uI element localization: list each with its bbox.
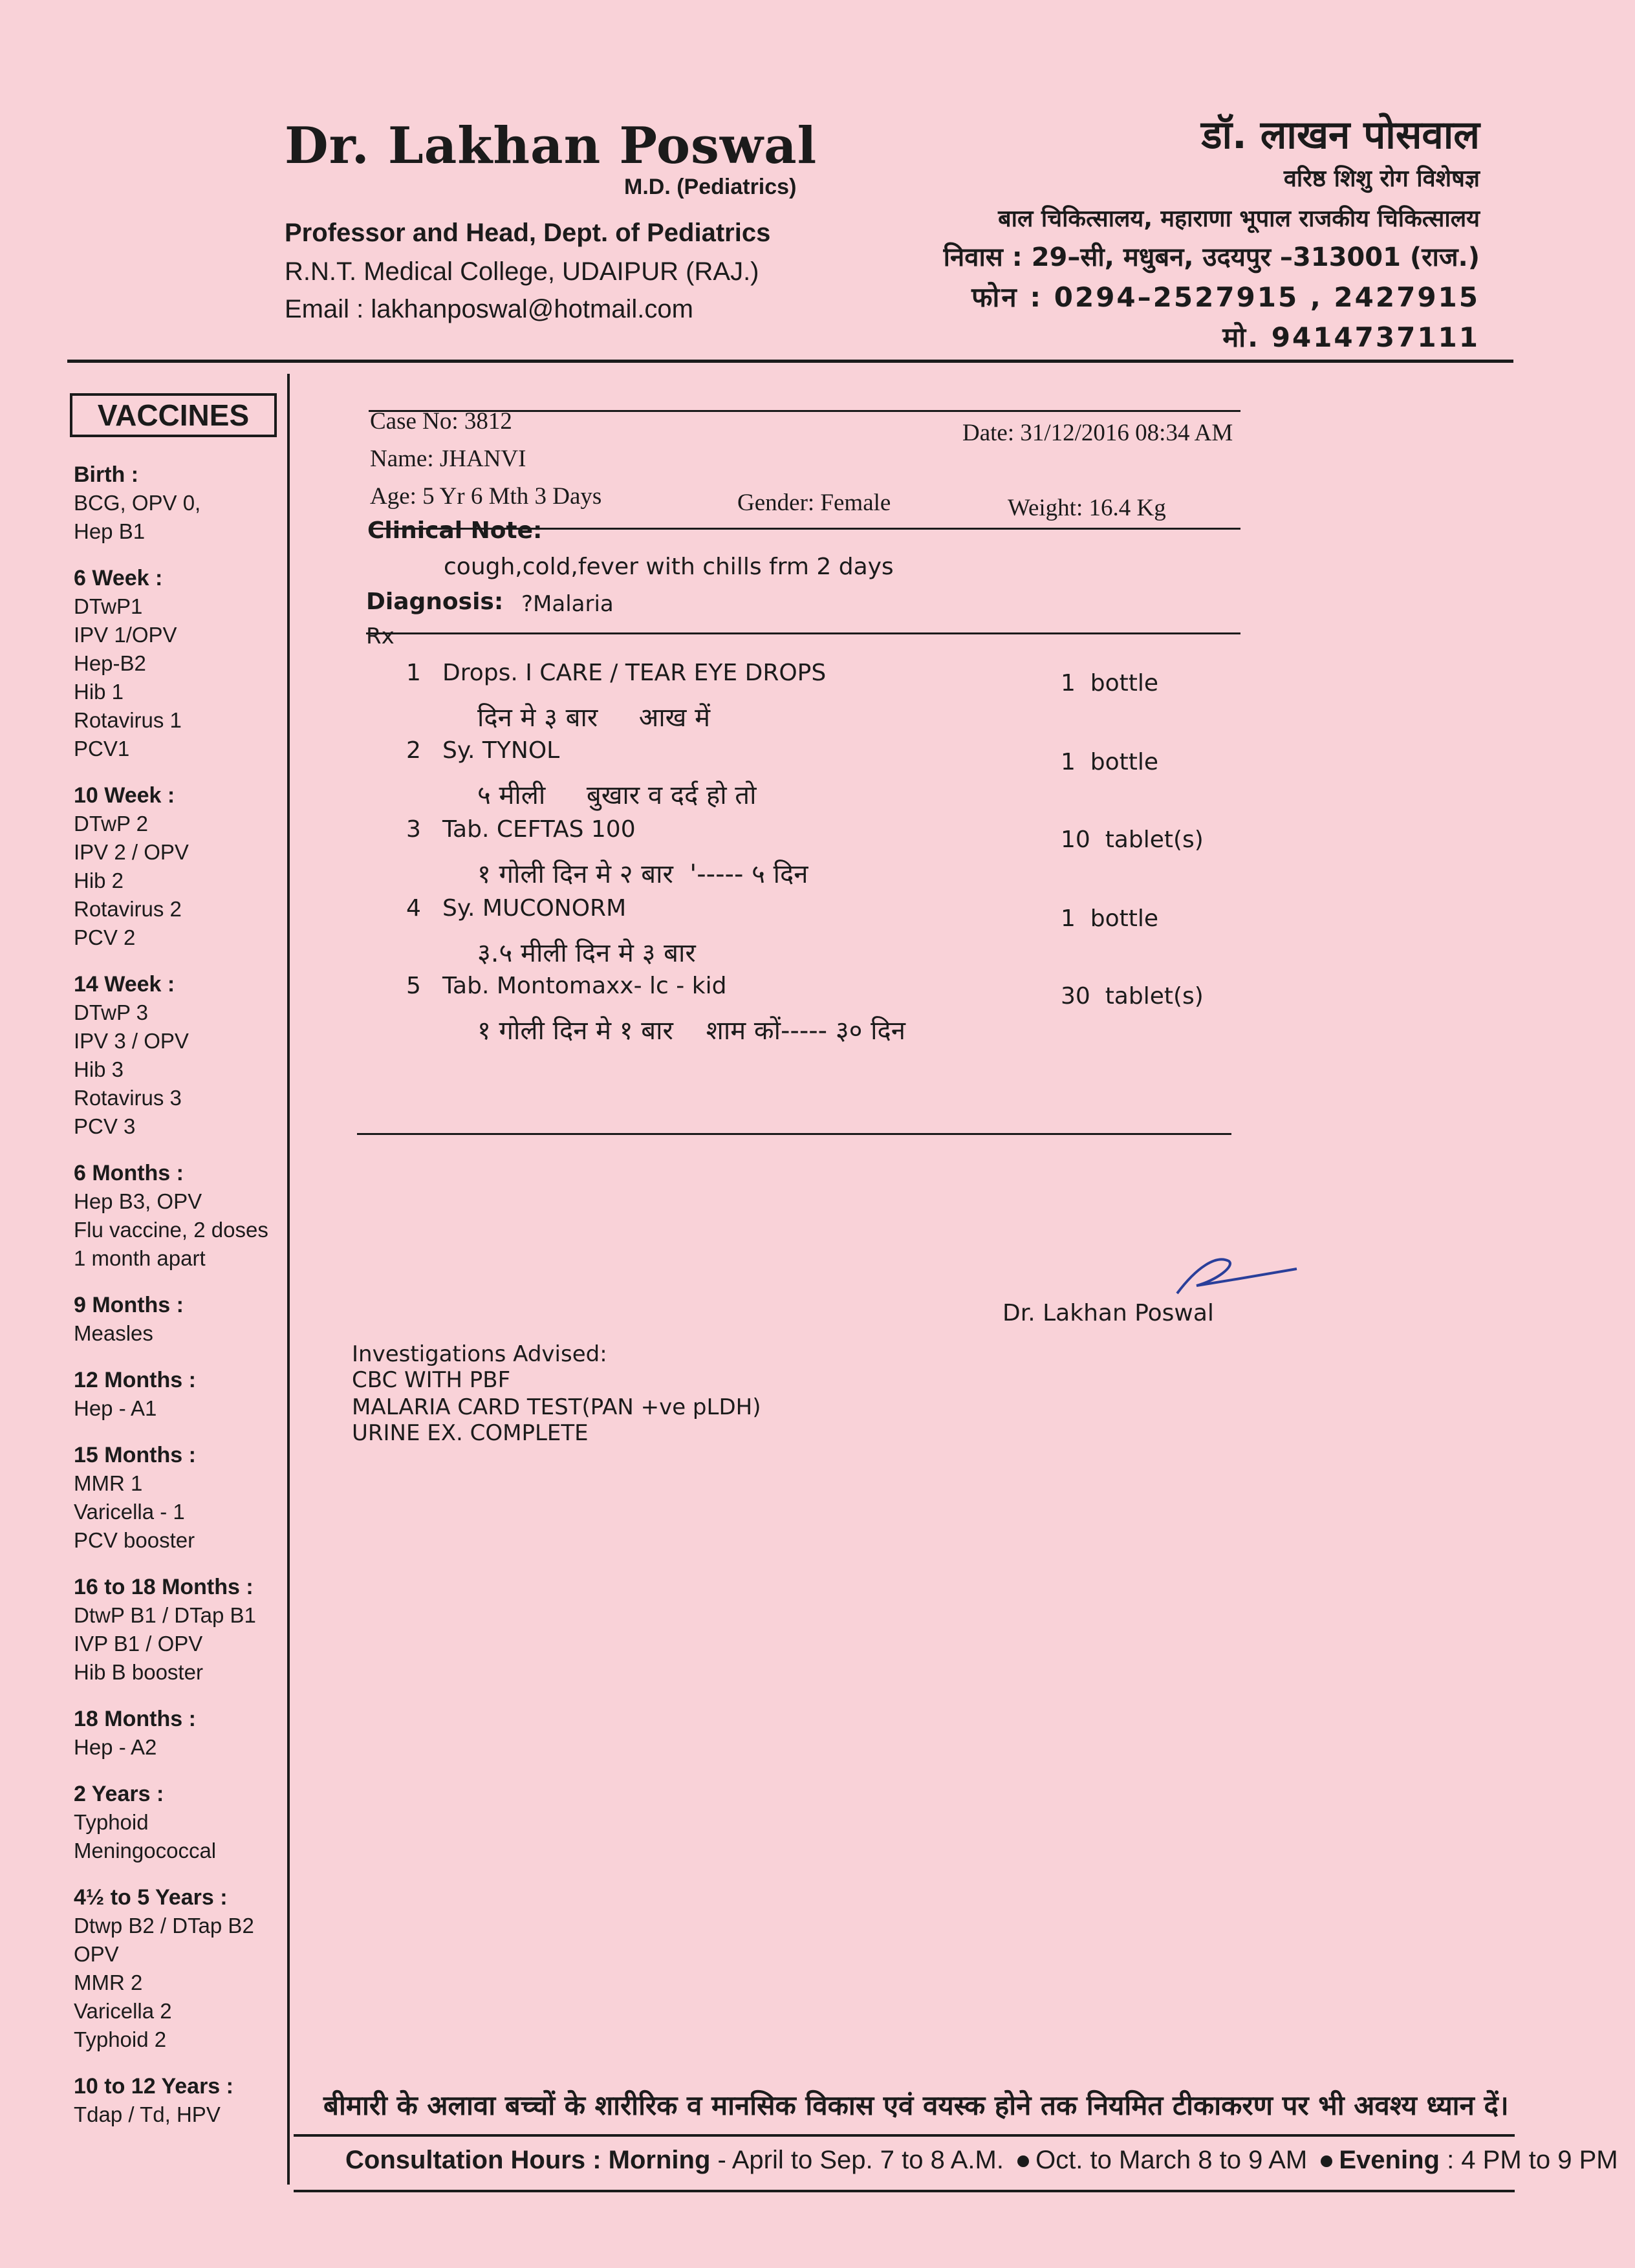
- rx-quantity: 30 tablet(s): [1061, 983, 1204, 1010]
- rx-symbol: Rx: [366, 623, 395, 649]
- clinical-note: cough,cold,fever with chills frm 2 days: [444, 554, 894, 580]
- doctor-email: Email : lakhanposwal@hotmail.com: [285, 295, 693, 323]
- vaccine-item: Typhoid: [74, 1810, 149, 1834]
- vaccine-item: Rotavirus 2: [74, 897, 182, 921]
- vaccine-item: IVP B1 / OPV: [74, 1632, 203, 1656]
- vaccine-item: Rotavirus 3: [74, 1086, 182, 1110]
- rx-drug: Sy. TYNOL: [442, 737, 560, 764]
- hindi-mobile: मो. 9414737111: [1222, 321, 1480, 353]
- vaccine-group: [74, 1780, 287, 1865]
- vaccine-item: DtwP B1 / DTap B1: [74, 1603, 256, 1627]
- vaccine-group: [74, 564, 287, 763]
- case-number: Case No: 3812: [370, 408, 512, 435]
- diagnosis-value: ?Malaria: [521, 591, 614, 617]
- rx-number: 4: [406, 895, 421, 922]
- consultation-hours: [345, 2146, 1618, 2175]
- hindi-doctor-name: डॉ. लाखन पोसवाल: [1201, 113, 1480, 158]
- rx-number: 3: [406, 816, 421, 843]
- investigation-2: MALARIA CARD TEST(PAN +ve pLDH): [352, 1394, 761, 1420]
- vaccine-item: Hib 3: [74, 1057, 124, 1081]
- diagnosis-rule: [366, 632, 1240, 634]
- vaccine-item: IPV 2 / OPV: [74, 840, 189, 864]
- vaccine-group-heading: 9 Months :: [74, 1293, 184, 1317]
- vaccine-item: Meningococcal: [74, 1839, 217, 1863]
- hindi-title: वरिष्ठ शिशु रोग विशेषज्ञ: [1283, 166, 1480, 192]
- rx-end-rule: [357, 1133, 1231, 1135]
- rx-drug: Drops. I CARE / TEAR EYE DROPS: [442, 660, 827, 686]
- vaccine-group-heading: 10 Week :: [74, 783, 175, 808]
- patient-age: Age: 5 Yr 6 Mth 3 Days: [370, 483, 602, 510]
- vaccine-item: PCV 2: [74, 925, 136, 949]
- vaccine-item: Hep - A2: [74, 1735, 157, 1759]
- evening-label: Evening: [1339, 2146, 1440, 2174]
- rx-instructions: १ गोली दिन मे १ बार शाम कों----- ३० दिन: [477, 1016, 905, 1046]
- vaccine-item: Hep B3, OPV: [74, 1189, 202, 1213]
- clinical-note-label: Clinical Note:: [367, 517, 543, 544]
- hindi-hospital: बाल चिकित्सालय, महाराणा भूपाल राजकीय चिकित्सालय: [998, 206, 1480, 232]
- hindi-phone: फोन : 0294–2527915 , 2427915: [971, 281, 1480, 313]
- diagnosis-label: Diagnosis:: [366, 589, 504, 615]
- vaccine-group: [74, 1705, 287, 1762]
- rx-drug: Sy. MUCONORM: [442, 895, 627, 922]
- header-rule: [67, 360, 1513, 363]
- vaccine-item: DTwP 3: [74, 1000, 148, 1024]
- signature-mark: [1171, 1255, 1300, 1306]
- footer-rule-top: [294, 2134, 1515, 2137]
- vaccine-item: Typhoid 2: [74, 2027, 167, 2051]
- vaccine-group: [74, 781, 287, 952]
- rx-instructions: ३.५ मीली दिन मे ३ बार: [477, 938, 696, 968]
- vaccine-group-heading: 14 Week :: [74, 972, 175, 997]
- investigation-1: CBC WITH PBF: [352, 1367, 511, 1393]
- visit-date: Date: 31/12/2016 08:34 AM: [962, 420, 1233, 446]
- morning-hours-2: Oct. to March 8 to 9 AM: [1035, 2146, 1308, 2174]
- patient-gender: Gender: Female: [737, 490, 891, 516]
- vaccine-group-heading: 18 Months :: [74, 1707, 196, 1731]
- patient-weight: Weight: 16.4 Kg: [1008, 495, 1166, 521]
- rx-quantity: 10 tablet(s): [1061, 826, 1204, 853]
- vaccine-group: [74, 1291, 287, 1348]
- bullet-icon: [1017, 2155, 1029, 2167]
- doctor-college: R.N.T. Medical College, UDAIPUR (RAJ.): [285, 257, 759, 286]
- doctor-name: Dr. Lakhan Poswal: [285, 116, 817, 175]
- doctor-post: Professor and Head, Dept. of Pediatrics: [285, 219, 771, 247]
- rx-instructions: ५ मीली बुखार व दर्द हो तो: [477, 781, 757, 810]
- rx-quantity: 1 bottle: [1061, 670, 1159, 697]
- vaccine-group-heading: 2 Years :: [74, 1782, 164, 1806]
- rx-number: 5: [406, 973, 421, 999]
- rx-quantity: 1 bottle: [1061, 905, 1159, 932]
- footer-rule-bottom: [294, 2190, 1515, 2192]
- vaccine-group-heading: 16 to 18 Months :: [74, 1575, 254, 1599]
- vaccine-group: [74, 1573, 287, 1687]
- vaccine-group-heading: 6 Week :: [74, 566, 163, 590]
- rx-instructions: दिन मे ३ बार आख में: [477, 703, 711, 733]
- footer-advice: बीमारी के अलावा बच्चों के शारीरिक व मानसिक विकास एवं वयस्क होने तक नियमित टीकाकरण पर भी अवश्य ध्यान दें।: [323, 2090, 1509, 2121]
- vaccine-item: MMR 1: [74, 1471, 143, 1495]
- vaccine-item: MMR 2: [74, 1971, 143, 1994]
- morning-hours-1: - April to Sep. 7 to 8 A.M.: [710, 2146, 1004, 2174]
- vaccine-item: Dtwp B2 / DTap B2: [74, 1914, 254, 1938]
- bullet-icon: [1321, 2155, 1332, 2167]
- vaccine-item: DTwP 2: [74, 812, 148, 836]
- rx-number: 1: [406, 660, 421, 686]
- vaccine-group: [74, 460, 287, 546]
- signature-name: Dr. Lakhan Poswal: [1002, 1300, 1214, 1326]
- vaccine-item: IPV 3 / OPV: [74, 1029, 189, 1053]
- vaccine-item: BCG, OPV 0,: [74, 491, 201, 515]
- vaccine-item: PCV1: [74, 737, 130, 761]
- rx-quantity: 1 bottle: [1061, 749, 1159, 775]
- vaccine-group: [74, 1159, 287, 1273]
- vaccine-item: OPV: [74, 1942, 119, 1966]
- vaccine-group-heading: 4½ to 5 Years :: [74, 1885, 228, 1910]
- vaccine-schedule: [74, 460, 287, 2147]
- vaccine-item: Varicella - 1: [74, 1500, 185, 1524]
- vaccine-item: Hib 2: [74, 869, 124, 892]
- vaccine-item: Varicella 2: [74, 1999, 172, 2023]
- vaccine-item: Measles: [74, 1321, 153, 1345]
- vaccine-group-heading: 10 to 12 Years :: [74, 2074, 233, 2099]
- investigation-3: URINE EX. COMPLETE: [352, 1420, 589, 1446]
- sidebar-divider: [287, 374, 290, 2185]
- rx-drug: Tab. CEFTAS 100: [442, 816, 636, 843]
- hindi-address: निवास : 29–सी, मधुबन, उदयपुर –313001 (राज.): [943, 243, 1480, 272]
- morning-label: Morning: [608, 2146, 711, 2174]
- vaccine-item: Tdap / Td, HPV: [74, 2102, 221, 2126]
- vaccine-group: [74, 1883, 287, 2054]
- hours-label: Consultation Hours :: [345, 2146, 601, 2174]
- vaccine-group: [74, 2072, 287, 2129]
- vaccine-item: Hib B booster: [74, 1660, 203, 1684]
- rx-instructions: १ गोली दिन मे २ बार '----- ५ दिन: [477, 859, 808, 889]
- vaccine-group-heading: Birth :: [74, 462, 139, 487]
- vaccine-item: IPV 1/OPV: [74, 623, 177, 647]
- vaccine-group: [74, 1366, 287, 1423]
- vaccine-item: DTwP1: [74, 594, 143, 618]
- rx-drug: Tab. Montomaxx- lc - kid: [442, 973, 727, 999]
- vaccine-group-heading: 15 Months :: [74, 1443, 196, 1467]
- vaccine-item: PCV booster: [74, 1528, 195, 1552]
- evening-hours: : 4 PM to 9 PM: [1439, 2146, 1618, 2174]
- patient-name: Name: JHANVI: [370, 446, 526, 472]
- vaccines-title: VACCINES: [70, 393, 277, 437]
- vaccine-group-heading: 6 Months :: [74, 1161, 184, 1185]
- vaccine-item: 1 month apart: [74, 1246, 206, 1270]
- vaccine-item: PCV 3: [74, 1114, 136, 1138]
- vaccine-group: [74, 1441, 287, 1555]
- vaccine-item: Hep - A1: [74, 1396, 157, 1420]
- investigations-label: Investigations Advised:: [352, 1341, 607, 1367]
- rx-number: 2: [406, 737, 421, 764]
- vaccine-item: Hep-B2: [74, 651, 146, 675]
- vaccine-group: [74, 970, 287, 1141]
- vaccine-item: Rotavirus 1: [74, 708, 182, 732]
- doctor-degree: M.D. (Pediatrics): [624, 175, 797, 199]
- vaccine-item: Hep B1: [74, 519, 146, 543]
- vaccine-item: Hib 1: [74, 680, 124, 704]
- vaccine-group-heading: 12 Months :: [74, 1368, 196, 1392]
- vaccine-item: Flu vaccine, 2 doses: [74, 1218, 268, 1242]
